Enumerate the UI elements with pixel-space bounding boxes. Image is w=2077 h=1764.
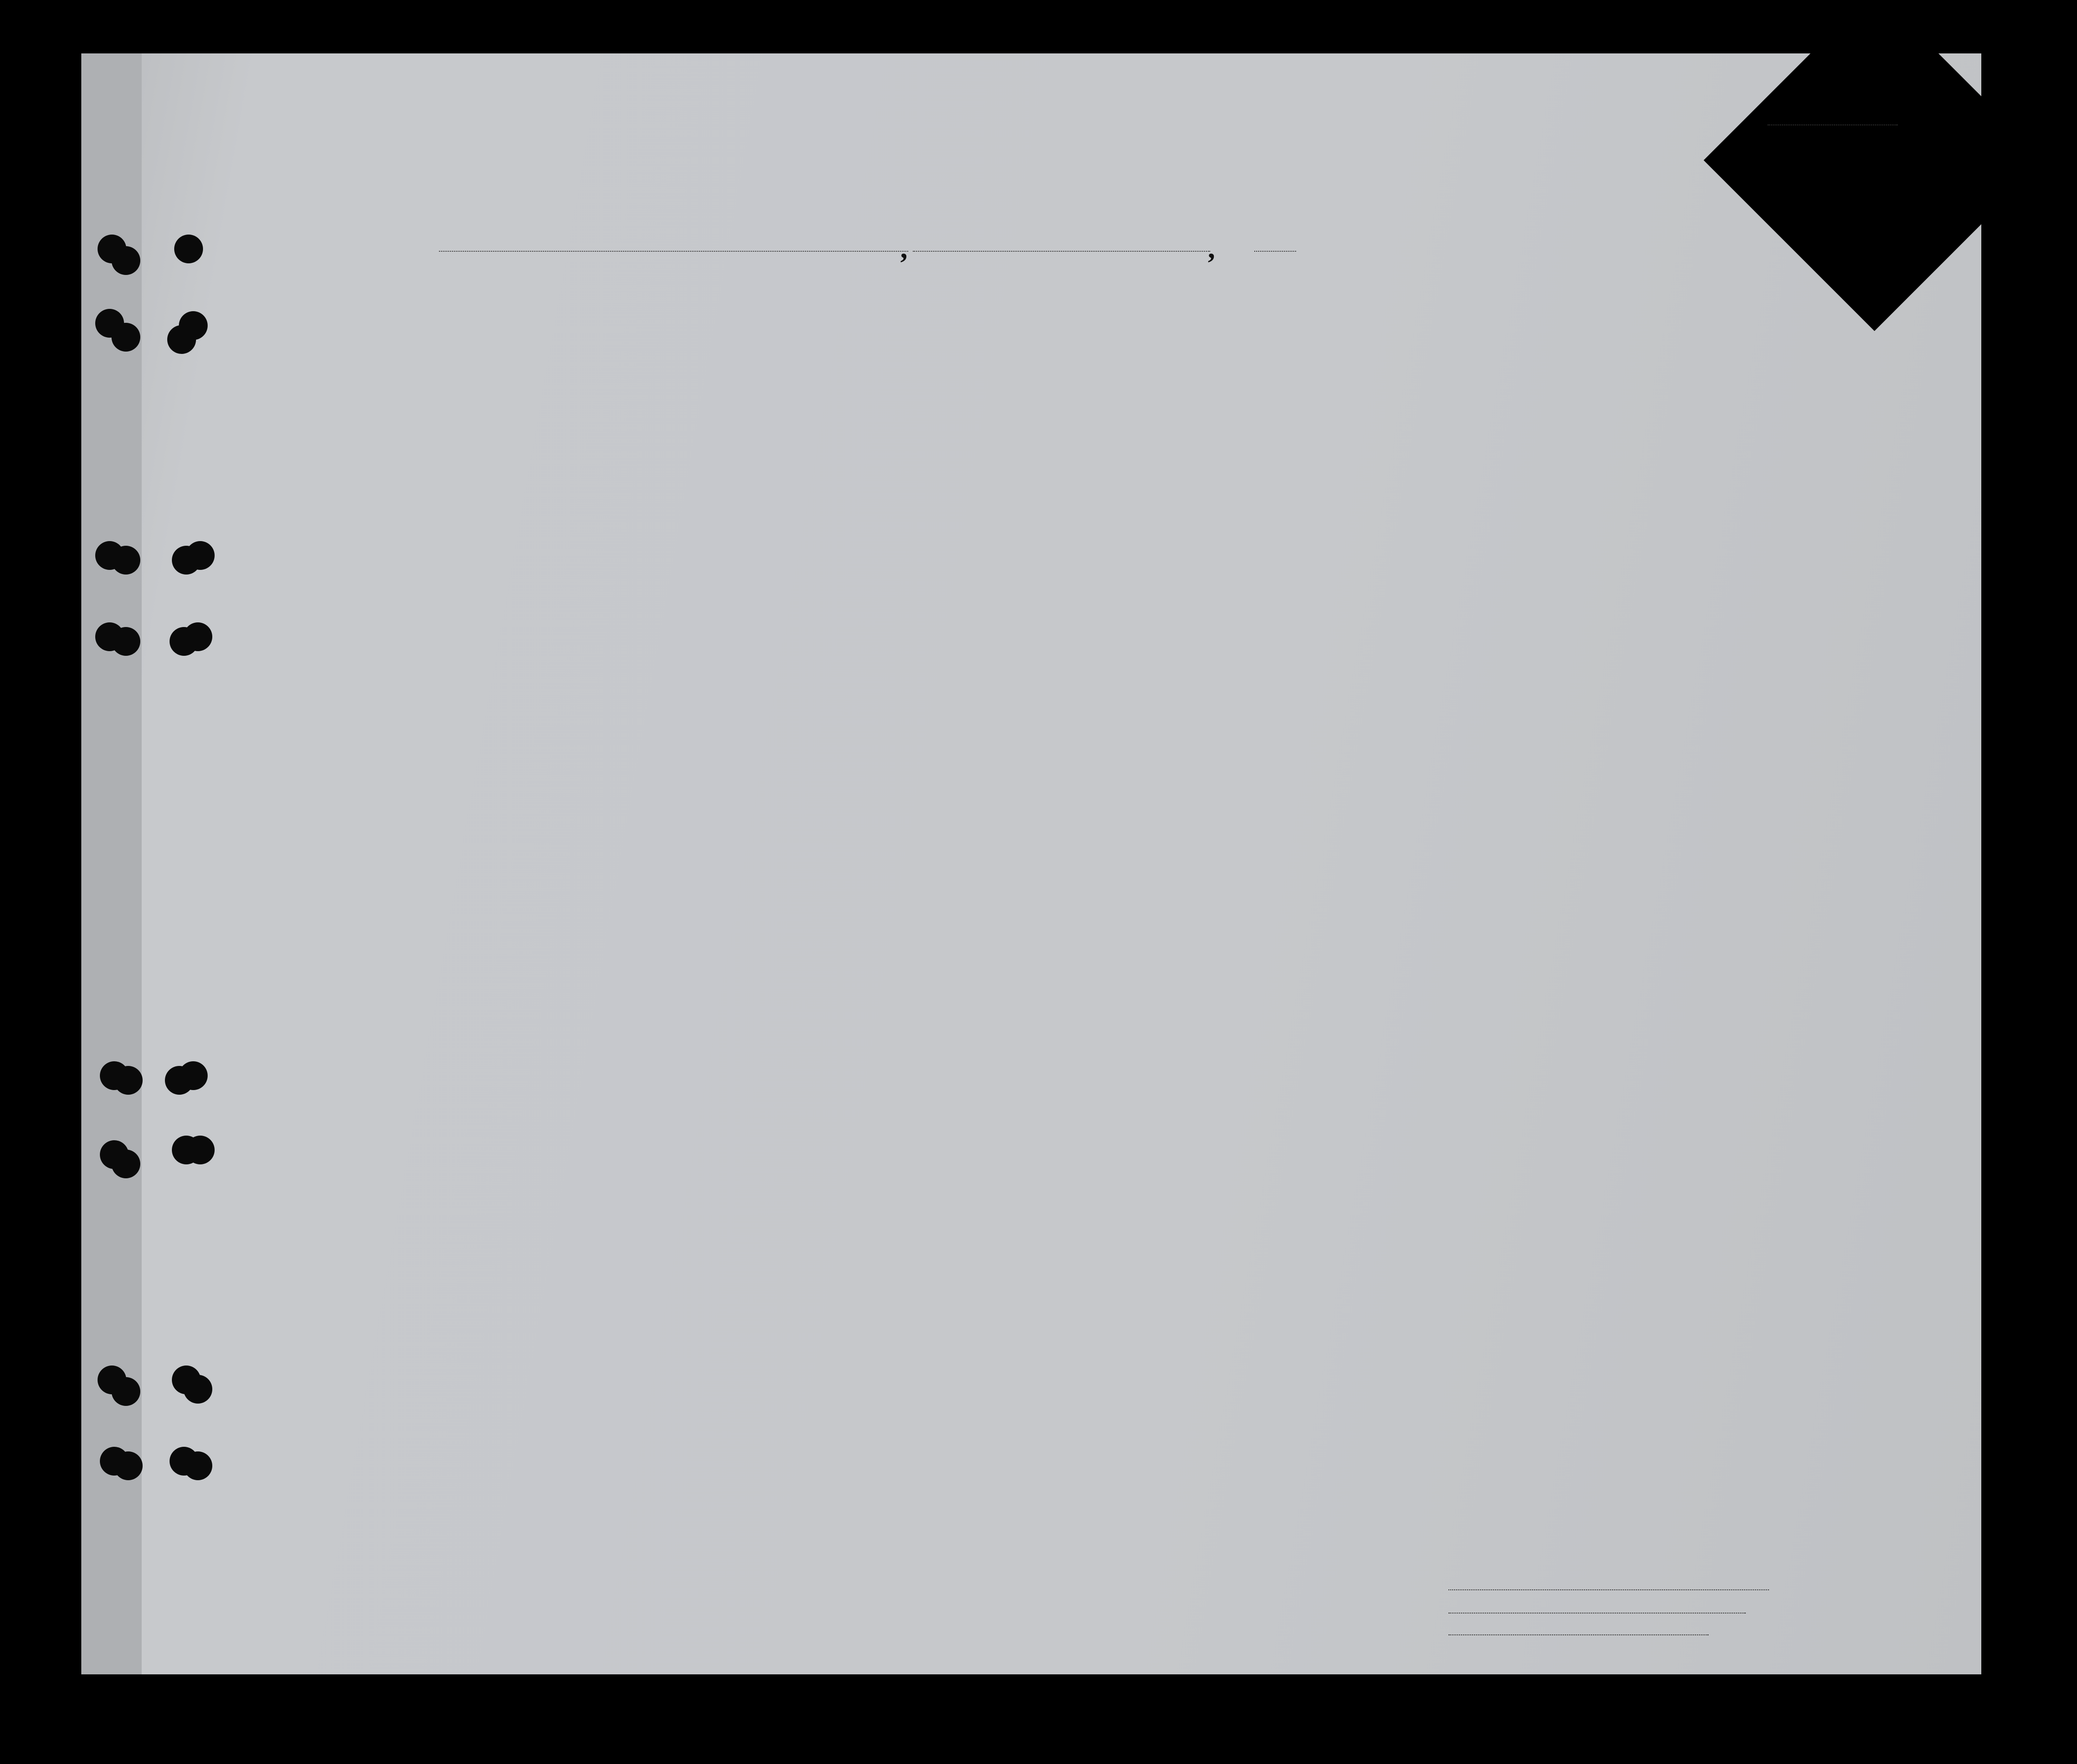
year-comma: ,	[1208, 233, 1215, 264]
date-comma: ,	[900, 233, 908, 264]
owners-field	[1445, 1602, 1746, 1617]
line-blank	[1448, 1589, 1769, 1590]
owners-blank	[1448, 1613, 1746, 1614]
agents-blank	[1448, 1634, 1709, 1635]
agents-field	[1445, 1624, 1709, 1639]
line-field	[1445, 1579, 1769, 1594]
